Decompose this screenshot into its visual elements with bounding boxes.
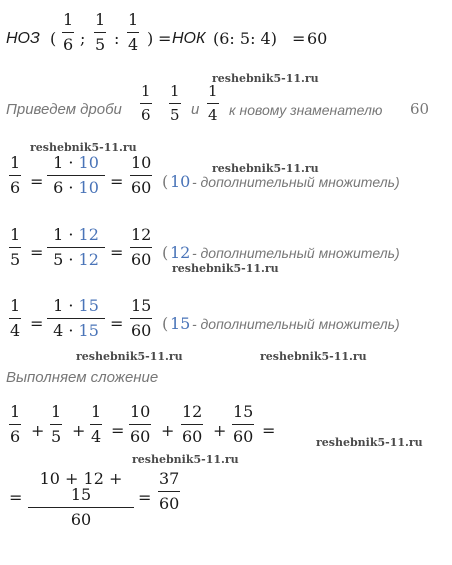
watermark: reshebnik5-11.ru <box>212 162 319 175</box>
fraction-1-4: 1 4 <box>208 82 218 125</box>
step-label: Выполняем сложение <box>6 369 159 386</box>
instruction-text: к новому знаменателю <box>229 102 383 118</box>
extra-multiplier: 12 <box>170 243 191 262</box>
nok-label: НОК <box>172 30 206 47</box>
fraction-mid: 1 · 15 4 · 15 <box>47 298 105 339</box>
plus: + <box>72 421 86 440</box>
equals: = <box>110 172 124 191</box>
fraction-12-60: 12 60 <box>182 402 203 447</box>
fraction-mid: 1 · 12 5 · 12 <box>47 227 105 268</box>
fraction-1-5: 1 5 <box>51 402 62 447</box>
new-denominator: 60 <box>410 100 430 118</box>
extra-multiplier: 10 <box>170 172 191 191</box>
fraction-lhs: 1 4 <box>10 296 21 341</box>
equals: = <box>9 488 23 507</box>
watermark: reshebnik5-11.ru <box>212 72 319 85</box>
equals: = <box>30 243 44 262</box>
multiplier-note: - дополнительный множитель) <box>192 245 400 261</box>
equals: = <box>158 29 172 48</box>
fraction-lhs: 1 6 <box>10 153 21 198</box>
equals: = <box>292 29 306 48</box>
fraction-rhs: 15 60 <box>131 296 152 341</box>
fraction-10-60: 10 60 <box>130 402 151 447</box>
note-paren: ( <box>162 243 169 262</box>
fraction-sum-numerators: 10 + 12 + 15 60 <box>28 471 134 528</box>
fraction-1-6: 1 6 <box>10 402 21 447</box>
fraction-1-4: 1 4 <box>128 10 139 55</box>
fraction-1-6: 1 6 <box>141 82 151 125</box>
fraction-rhs: 10 60 <box>131 153 152 198</box>
watermark: reshebnik5-11.ru <box>76 350 183 363</box>
fraction-15-60: 15 60 <box>233 402 254 447</box>
note-paren: ( <box>162 172 169 191</box>
instruction-text: Приведем дроби <box>6 101 122 118</box>
plus: + <box>213 421 227 440</box>
fraction-1-4: 1 4 <box>91 402 102 447</box>
conjunction: и <box>191 101 200 118</box>
watermark: reshebnik5-11.ru <box>30 141 137 154</box>
fraction-lhs: 1 5 <box>10 225 21 270</box>
equals: = <box>138 488 152 507</box>
fraction-mid: 1 · 10 6 · 10 <box>47 155 105 196</box>
fraction-1-5: 1 5 <box>95 10 106 55</box>
fraction-rhs: 12 60 <box>131 225 152 270</box>
paren-close: ) <box>147 29 154 48</box>
nok-args: (6: 5: 4) <box>213 29 277 48</box>
fraction-1-6: 1 6 <box>63 10 74 55</box>
equals: = <box>262 421 276 440</box>
separator-semicolon: ; <box>80 29 86 48</box>
watermark: reshebnik5-11.ru <box>316 436 423 449</box>
equals: = <box>111 421 125 440</box>
watermark: reshebnik5-11.ru <box>132 453 239 466</box>
equals: = <box>110 314 124 333</box>
watermark: reshebnik5-11.ru <box>260 350 367 363</box>
plus: + <box>31 421 45 440</box>
plus: + <box>161 421 175 440</box>
multiplier-note: - дополнительный множитель) <box>192 316 400 332</box>
multiplier-note: - дополнительный множитель) <box>192 174 400 190</box>
equals: = <box>30 314 44 333</box>
paren-open: ( <box>50 29 57 48</box>
note-paren: ( <box>162 314 169 333</box>
fraction-result: 37 60 <box>159 469 180 514</box>
equals: = <box>110 243 124 262</box>
separator-colon: : <box>114 29 120 48</box>
noz-label: НОЗ <box>6 30 40 47</box>
extra-multiplier: 15 <box>170 314 191 333</box>
fraction-1-5: 1 5 <box>170 82 180 125</box>
equals: = <box>30 172 44 191</box>
lcm-result: 60 <box>307 29 328 48</box>
watermark: reshebnik5-11.ru <box>172 262 279 275</box>
